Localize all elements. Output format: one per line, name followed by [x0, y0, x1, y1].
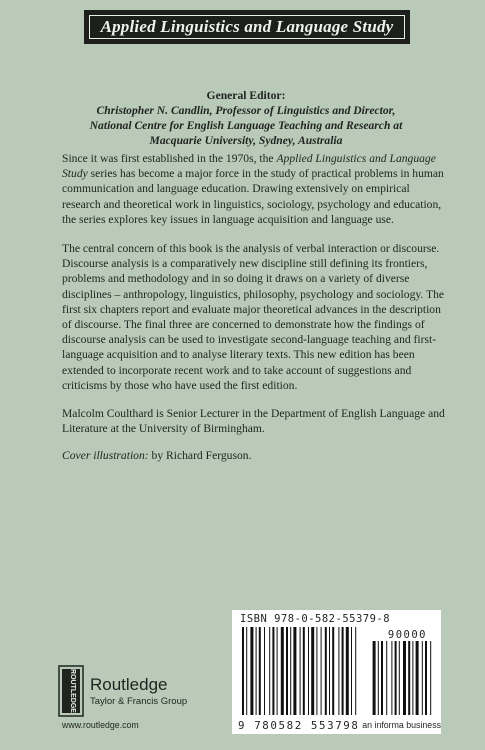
- barcode-bar: [316, 627, 317, 715]
- routledge-logo: [58, 665, 84, 717]
- general-editor-block: [66, 88, 426, 148]
- publisher-group: Taylor & Francis Group: [90, 696, 188, 707]
- cover-credit-label: Cover illustration:: [62, 449, 149, 462]
- editor-line-2: National Centre for English Language Teaching and Research at: [89, 119, 403, 132]
- addon-barcode-bar: [378, 641, 379, 715]
- p1-text-end: series has become a major force in the study of practical problems in human communication and language education. Drawing extensively on empirical research and theoretical work in linguistics, sociology, psychology and education, the series explores key issues in language acquisition and language use.: [62, 167, 444, 226]
- barcode-bar: [290, 627, 291, 715]
- editor-line-1: Christopher N. Candlin, Professor of Linguistics and Director,: [96, 104, 396, 117]
- book-description-paragraph: The central concern of this book is the analysis of verbal interaction or discourse. Discourse analysis is a comparatively new discipline still defining its frontiers, problems and methodology and in so doing it draws on a variety of diverse disciplines – anthropology, linguistics, philosophy, psychology and sociology. The first six chapters report and evaluate major theoretical advances in the description of discourse. The final three are concerned to demonstrate how the findings of discourse analysis can be used to investigate second-language teaching and first-language acquisition and to analyse literary texts. This new edition has been extended to incorporate recent work and to take account of suggestions and criticisms by those who have used the first edition.: [62, 242, 445, 392]
- barcode-bar: [246, 627, 247, 715]
- editor-heading: General Editor:: [206, 89, 286, 102]
- barcode-bar: [269, 627, 270, 715]
- publisher-name: Routledge: [90, 675, 168, 694]
- addon-barcode-bar: [430, 641, 431, 715]
- barcode-bar: [303, 627, 305, 715]
- addon-barcode-bar: [373, 641, 376, 715]
- barcode-bar: [346, 627, 349, 715]
- barcode-bar: [250, 627, 253, 715]
- author-bio-paragraph: Malcolm Coulthard is Senior Lecturer in the Department of English Language and Literature at the University of Birmingham.: [62, 407, 445, 436]
- p1-series-name: Applied Linguistics and Language Study: [62, 152, 436, 181]
- publisher-url: www.routledge.com: [62, 720, 139, 730]
- editor-line-3: Macquarie University, Sydney, Australia: [149, 134, 343, 147]
- series-title: Applied Linguistics and Language Study: [100, 17, 394, 36]
- addon-barcode-bar: [399, 641, 400, 715]
- barcode-bar: [311, 627, 314, 715]
- price-code: 90000: [387, 629, 427, 641]
- barcode-bar: [351, 627, 352, 715]
- barcode-bar: [332, 627, 334, 715]
- barcode-bar: [256, 627, 257, 715]
- addon-barcode-bar: [422, 641, 423, 715]
- barcode-bar: [321, 627, 322, 715]
- barcode-bar: [281, 627, 284, 715]
- barcode-bar: [300, 627, 301, 715]
- addon-barcode-bar: [416, 641, 419, 715]
- series-description-paragraph: [62, 151, 447, 227]
- informa-business-line: an informa business: [362, 720, 441, 730]
- barcode-bar: [355, 627, 356, 715]
- p1-text-start: Since it was first established in the 1970s, the: [62, 152, 277, 165]
- addon-barcode-bar: [386, 641, 387, 715]
- isbn-label: ISBN 978-0-582-55379-8: [240, 613, 391, 625]
- addon-barcode-bar: [395, 641, 397, 715]
- barcode-bar: [259, 627, 261, 715]
- barcode-bar: [325, 627, 327, 715]
- barcode-bar: [329, 627, 330, 715]
- addon-barcode-bar: [403, 641, 406, 715]
- cover-credit-value: by Richard Ferguson.: [148, 449, 252, 462]
- addon-barcode-bar: [381, 641, 383, 715]
- barcode-bar: [338, 627, 339, 715]
- barcode-bar: [272, 627, 274, 715]
- logo-wordmark: ROUTLEDGE: [69, 669, 76, 713]
- cover-credit: [62, 448, 447, 463]
- addon-barcode-bar: [408, 641, 410, 715]
- addon-barcode-bar: [425, 641, 427, 715]
- series-banner: [84, 10, 410, 44]
- barcode-bar: [293, 627, 296, 715]
- barcode-digits: 9 780582 553798: [238, 719, 360, 732]
- barcode-bar: [277, 627, 278, 715]
- barcode-bar: [342, 627, 344, 715]
- barcode-bar: [242, 627, 244, 715]
- addon-barcode-bar: [412, 641, 413, 715]
- barcode-graphic: [238, 627, 435, 719]
- barcode-bar: [308, 627, 309, 715]
- barcode-bar: [264, 627, 265, 715]
- barcode-box: [232, 610, 441, 734]
- barcode-bar: [286, 627, 288, 715]
- addon-barcode-bar: [391, 641, 392, 715]
